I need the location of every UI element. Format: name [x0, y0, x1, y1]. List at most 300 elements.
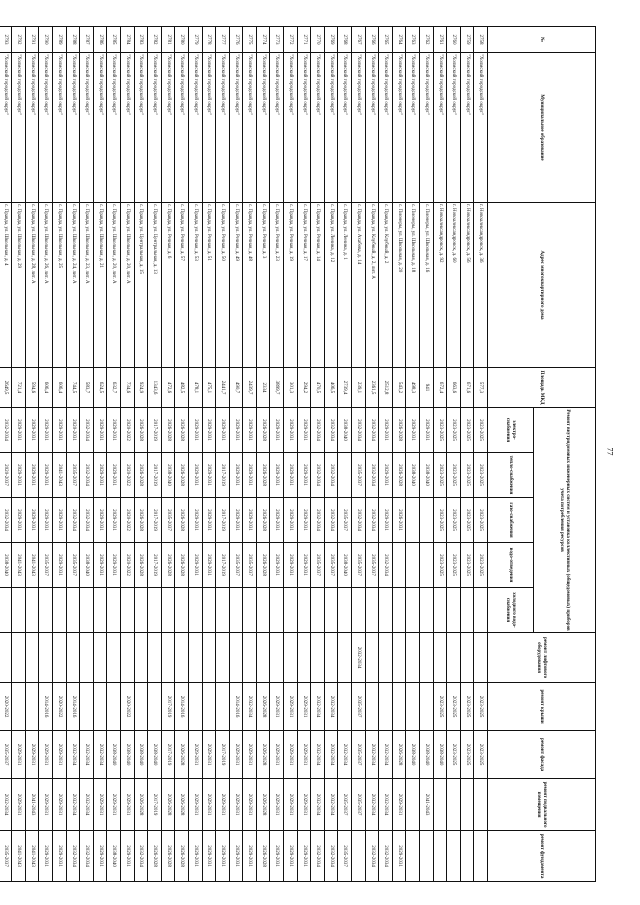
gas-cell: 2029-2031	[53, 498, 67, 543]
gas-cell: 2023-2025	[433, 498, 447, 543]
area-cell: 2649,5	[0, 368, 12, 408]
basement-cell: 2035-2037	[338, 779, 352, 831]
heating-cell: 2029-2031	[284, 453, 298, 498]
foundation-cell: 2029-2031	[229, 831, 243, 882]
header-cold-water: холодного водо-снабжения	[488, 588, 534, 633]
drainage-cell: 2029-2031	[188, 543, 202, 588]
foundation-cell: 2029-2031	[188, 831, 202, 882]
municipality-cell: "Холмский городской округ"	[0, 53, 12, 203]
electricity-cell: 2026-2028	[392, 408, 406, 453]
facade-cell: 2029-2031	[202, 731, 216, 779]
gas-cell: 2032-2034	[80, 498, 94, 543]
municipality-cell: "Холмский городской округ"	[93, 53, 107, 203]
gas-cell: 2032-2034	[311, 498, 325, 543]
gas-cell: 2029-2031	[243, 498, 257, 543]
gas-cell: 2026-2028	[175, 498, 189, 543]
elevator-cell	[433, 633, 447, 683]
table-row	[284, 27, 298, 882]
foundation-cell: 2029-2031	[284, 831, 298, 882]
address-cell: с. Пионеры, ул. Школьная, д. 18	[406, 203, 420, 368]
address-cell: с. Правда, ул. Клубный, д. 2, лит. А	[365, 203, 379, 368]
municipality-cell: "Холмский городской округ"	[202, 53, 216, 203]
cold-water-cell	[107, 588, 121, 633]
municipality-cell: "Холмский городской округ"	[324, 53, 338, 203]
table-row	[202, 27, 216, 882]
row-number: 2772	[284, 27, 298, 53]
area-cell: 475,1	[202, 368, 216, 408]
facade-cell: 2023-2025	[447, 731, 461, 779]
basement-cell: 2029-2031	[107, 779, 121, 831]
electricity-cell: 2029-2031	[216, 408, 230, 453]
municipality-cell: "Холмский городской округ"	[53, 53, 67, 203]
header-facade: ремонт фасада	[488, 731, 596, 779]
row-number: 2761	[433, 27, 447, 53]
roof-cell: 2020-2022	[120, 683, 134, 731]
basement-cell: 2032-2034	[80, 779, 94, 831]
cold-water-cell	[134, 588, 148, 633]
foundation-cell: 2041-2043	[25, 831, 39, 882]
drainage-cell: 2041-2043	[25, 543, 39, 588]
elevator-cell	[297, 633, 311, 683]
repair-schedule-table	[0, 26, 596, 882]
basement-cell: 2017-2019	[148, 779, 162, 831]
gas-cell: 2029-2031	[379, 498, 393, 543]
cold-water-cell	[161, 588, 175, 633]
electricity-cell: 2023-2025	[474, 408, 488, 453]
row-number: 2782	[148, 27, 162, 53]
cold-water-cell	[120, 588, 134, 633]
municipality-cell: "Холмский городской округ"	[216, 53, 230, 203]
heating-cell: 2029-2031	[39, 453, 53, 498]
heating-cell: 2023-2025	[447, 453, 461, 498]
drainage-cell: 2035-2037	[229, 543, 243, 588]
drainage-cell: 2035-2037	[39, 543, 53, 588]
area-cell: 472,6	[161, 368, 175, 408]
municipality-cell: "Холмский городской округ"	[39, 53, 53, 203]
address-cell: с. Правда, ул. Речная, д. 50	[216, 203, 230, 368]
row-number: 2773	[270, 27, 284, 53]
foundation-cell: 2032-2034	[379, 831, 393, 882]
gas-cell: 2029-2031	[270, 498, 284, 543]
roof-cell	[148, 683, 162, 731]
facade-cell: 2023-2025	[460, 731, 474, 779]
address-cell: с. Правда, ул. Ленина, д. 1	[338, 203, 352, 368]
drainage-cell: 2023-2025	[474, 543, 488, 588]
facade-cell: 2032-2034	[93, 731, 107, 779]
heating-cell: 2029-2031	[270, 453, 284, 498]
gas-cell: 2029-2031	[297, 498, 311, 543]
area-cell: 2739,4	[338, 368, 352, 408]
address-cell: с. Правда, ул. Речная, д. 51	[202, 203, 216, 368]
foundation-cell: 2029-2031	[270, 831, 284, 882]
drainage-cell: 2035-2037	[324, 543, 338, 588]
elevator-cell	[134, 633, 148, 683]
table-row	[25, 27, 39, 882]
gas-cell: 2029-2031	[93, 498, 107, 543]
electricity-cell: 2029-2031	[93, 408, 107, 453]
municipality-cell: "Холмский городской округ"	[365, 53, 379, 203]
cold-water-cell	[352, 588, 366, 633]
heating-cell: 2035-2037	[352, 453, 366, 498]
table-row	[433, 27, 447, 882]
row-number: 2793	[0, 27, 12, 53]
heating-cell: 2041-2043	[53, 453, 67, 498]
address-cell: с. Правда, ул. Речная, д. 57	[175, 203, 189, 368]
heating-cell: 2029-2031	[188, 453, 202, 498]
heating-cell: 2017-2019	[148, 453, 162, 498]
electricity-cell: 2029-2031	[229, 408, 243, 453]
header-drainage: водо-отведения	[488, 543, 534, 588]
drainage-cell: 2023-2025	[447, 543, 461, 588]
foundation-cell: 2038-2040	[107, 831, 121, 882]
foundation-cell	[474, 831, 488, 882]
elevator-cell	[53, 633, 67, 683]
municipality-cell: "Холмский городской округ"	[297, 53, 311, 203]
elevator-cell	[324, 633, 338, 683]
basement-cell: 2026-2028	[256, 779, 270, 831]
area-cell: 482,5	[175, 368, 189, 408]
elevator-cell	[107, 633, 121, 683]
row-number: 2770	[311, 27, 325, 53]
row-number: 2791	[25, 27, 39, 53]
foundation-cell	[433, 831, 447, 882]
heating-cell: 2029-2031	[243, 453, 257, 498]
elevator-cell	[0, 633, 12, 683]
cold-water-cell	[53, 588, 67, 633]
electricity-cell: 2029-2031	[284, 408, 298, 453]
electricity-cell: 2029-2031	[420, 408, 434, 453]
electricity-cell: 2029-2031	[243, 408, 257, 453]
address-cell: с. Правда, ул. Речная, д. 19	[284, 203, 298, 368]
area-cell: 632,7	[107, 368, 121, 408]
foundation-cell: 2035-2037	[338, 831, 352, 882]
area-cell: 490,7	[229, 368, 243, 408]
facade-cell: 2029-2031	[229, 731, 243, 779]
area-cell: 2361,5	[365, 368, 379, 408]
municipality-cell: "Холмский городской округ"	[474, 53, 488, 203]
area-cell: 624,5	[93, 368, 107, 408]
electricity-cell: 2029-2031	[12, 408, 26, 453]
facade-cell: 2029-2031	[270, 731, 284, 779]
basement-cell: 2029-2031	[202, 779, 216, 831]
facade-cell: 2029-2031	[188, 731, 202, 779]
cold-water-cell	[66, 588, 80, 633]
gas-cell: 2032-2034	[352, 498, 366, 543]
cold-water-cell	[243, 588, 257, 633]
basement-cell: 2032-2034	[365, 779, 379, 831]
row-number: 2767	[352, 27, 366, 53]
drainage-cell: 2035-2037	[365, 543, 379, 588]
gas-cell: 2017-2019	[216, 498, 230, 543]
drainage-cell: 2017-2019	[216, 543, 230, 588]
elevator-cell	[161, 633, 175, 683]
facade-cell: 2038-2040	[134, 731, 148, 779]
table-body	[0, 27, 488, 882]
elevator-cell	[420, 633, 434, 683]
facade-cell: 2029-2031	[25, 731, 39, 779]
municipality-cell: "Холмский городской округ"	[188, 53, 202, 203]
address-cell: с. Правда, ул. Центральная, д. 15	[134, 203, 148, 368]
roof-cell	[107, 683, 121, 731]
heating-cell: 2038-2040	[406, 453, 420, 498]
header-heating: тепло-снабжения	[488, 453, 534, 498]
cold-water-cell	[229, 588, 243, 633]
municipality-cell: "Холмский городской округ"	[460, 53, 474, 203]
row-number: 2778	[202, 27, 216, 53]
table-row	[66, 27, 80, 882]
gas-cell	[420, 498, 434, 543]
roof-cell: 2032-2034	[243, 683, 257, 731]
area-cell: 583,7	[80, 368, 94, 408]
drainage-cell: 2035-2037	[66, 543, 80, 588]
elevator-cell	[243, 633, 257, 683]
heating-cell: 2032-2034	[311, 453, 325, 498]
area-cell: 543,2	[392, 368, 406, 408]
facade-cell: 2029-2031	[39, 731, 53, 779]
heating-cell: 2032-2034	[80, 453, 94, 498]
table-row	[270, 27, 284, 882]
table-row	[161, 27, 175, 882]
municipality-cell: "Холмский городской округ"	[392, 53, 406, 203]
area-cell: 2441,7	[216, 368, 230, 408]
cold-water-cell	[447, 588, 461, 633]
foundation-cell: 2029-2031	[202, 831, 216, 882]
area-cell: 924,9	[134, 368, 148, 408]
address-cell: с. Правда, ул. Речная, д. 48	[243, 203, 257, 368]
area-cell: 2512,8	[379, 368, 393, 408]
municipality-cell: "Холмский городской округ"	[406, 53, 420, 203]
drainage-cell: 2029-2031	[202, 543, 216, 588]
electricity-cell: 2032-2034	[311, 408, 325, 453]
address-cell: с. Пионеры, ул. Школьная, д. 20	[392, 203, 406, 368]
basement-cell: 2035-2037	[352, 779, 366, 831]
basement-cell: 2026-2028	[161, 779, 175, 831]
foundation-cell	[352, 831, 366, 882]
foundation-cell	[460, 831, 474, 882]
facade-cell: 2026-2028	[175, 731, 189, 779]
drainage-cell	[420, 543, 434, 588]
area-cell: 744,5	[66, 368, 80, 408]
area-cell: 577,3	[474, 368, 488, 408]
foundation-cell: 2041-2043	[12, 831, 26, 882]
facade-cell: 2038-2040	[433, 731, 447, 779]
gas-cell: 2026-2028	[134, 498, 148, 543]
gas-cell: 2032-2034	[365, 498, 379, 543]
foundation-cell	[420, 831, 434, 882]
roof-cell	[338, 683, 352, 731]
basement-cell: 2029-2031	[12, 779, 26, 831]
drainage-cell: 2041-2043	[12, 543, 26, 588]
row-number: 2790	[39, 27, 53, 53]
municipality-cell: "Холмский городской округ"	[80, 53, 94, 203]
foundation-cell: 2032-2034	[324, 831, 338, 882]
foundation-cell: 2026-2028	[256, 831, 270, 882]
header-num: №	[488, 27, 596, 53]
foundation-cell: 2032-2034	[134, 831, 148, 882]
elevator-cell	[284, 633, 298, 683]
heating-cell: 2026-2028	[134, 453, 148, 498]
basement-cell: 2041-2043	[25, 779, 39, 831]
area-cell: 606,4	[53, 368, 67, 408]
rotated-page	[2, 26, 596, 881]
municipality-cell: "Холмский городской округ"	[161, 53, 175, 203]
row-number: 2762	[420, 27, 434, 53]
row-number: 2764	[392, 27, 406, 53]
row-number: 2775	[243, 27, 257, 53]
facade-cell: 2032-2034	[379, 731, 393, 779]
facade-cell: 2032-2034	[80, 731, 94, 779]
heating-cell: 2017-2019	[216, 453, 230, 498]
cold-water-cell	[379, 588, 393, 633]
heating-cell: 2029-2031	[297, 453, 311, 498]
electricity-cell: 2017-2019	[148, 408, 162, 453]
municipality-cell: "Холмский городской округ"	[107, 53, 121, 203]
drainage-cell: 2020-2022	[120, 543, 134, 588]
row-number: 2779	[188, 27, 202, 53]
row-number: 2763	[406, 27, 420, 53]
municipality-cell: "Холмский городской округ"	[25, 53, 39, 203]
area-cell: 671,6	[460, 368, 474, 408]
drainage-cell: 2029-2031	[284, 543, 298, 588]
foundation-cell: 2026-2028	[161, 831, 175, 882]
area-cell: 3899,7	[270, 368, 284, 408]
drainage-cell: 2035-2037	[243, 543, 257, 588]
heating-cell: 2029-2031	[12, 453, 26, 498]
area-cell: 2439,7	[243, 368, 257, 408]
municipality-cell: "Холмский городской округ"	[66, 53, 80, 203]
basement-cell: 2026-2028	[175, 779, 189, 831]
electricity-cell: 2029-2031	[53, 408, 67, 453]
roof-cell	[392, 683, 406, 731]
address-cell: с. Правда, ул. Речная, д. 49	[229, 203, 243, 368]
table-row	[53, 27, 67, 882]
basement-cell: 2029-2031	[270, 779, 284, 831]
table-row	[324, 27, 338, 882]
elevator-cell	[447, 633, 461, 683]
roof-cell	[202, 683, 216, 731]
municipality-cell: "Холмский городской округ"	[12, 53, 26, 203]
municipality-cell: "Холмский городской округ"	[243, 53, 257, 203]
gas-cell: 2035-2037	[338, 498, 352, 543]
table-row	[134, 27, 148, 882]
table-row	[0, 27, 12, 882]
electricity-cell: 2023-2025	[460, 408, 474, 453]
gas-cell: 2029-2031	[202, 498, 216, 543]
page-number: 77	[605, 447, 615, 456]
gas-cell: 2029-2031	[229, 498, 243, 543]
electricity-cell: 2026-2028	[256, 408, 270, 453]
roof-cell: 2014-2016	[175, 683, 189, 731]
roof-cell: 2020-2022	[53, 683, 67, 731]
cold-water-cell	[297, 588, 311, 633]
cold-water-cell	[25, 588, 39, 633]
basement-cell: 2029-2031	[39, 779, 53, 831]
heating-cell: 2023-2025	[474, 453, 488, 498]
gas-cell: 2029-2031	[107, 498, 121, 543]
table-row	[80, 27, 94, 882]
elevator-cell	[93, 633, 107, 683]
row-number: 2768	[338, 27, 352, 53]
row-number: 2787	[80, 27, 94, 53]
header-roof: ремонт крыши	[488, 683, 596, 731]
roof-cell	[379, 683, 393, 731]
elevator-cell	[148, 633, 162, 683]
foundation-cell: 2029-2031	[392, 831, 406, 882]
cold-water-cell	[0, 588, 12, 633]
row-number: 2777	[216, 27, 230, 53]
area-cell: 721,4	[12, 368, 26, 408]
cold-water-cell	[93, 588, 107, 633]
facade-cell: 2038-2040	[107, 731, 121, 779]
heating-cell: 2038-2040	[161, 453, 175, 498]
basement-cell	[433, 779, 447, 831]
drainage-cell: 2035-2037	[311, 543, 325, 588]
address-cell: с. Правда, ул. Речная, д. 23	[270, 203, 284, 368]
gas-cell: 2026-2031	[392, 498, 406, 543]
cold-water-cell	[460, 588, 474, 633]
rotated-table-container	[2, 26, 596, 881]
row-number: 2769	[324, 27, 338, 53]
facade-cell: 2029-2031	[297, 731, 311, 779]
gas-cell: 2023-2025	[474, 498, 488, 543]
foundation-cell: 2032-2034	[80, 831, 94, 882]
area-cell: 498,3	[406, 368, 420, 408]
address-cell: с. Правда, ул. Ленина, д. 12	[324, 203, 338, 368]
address-cell: с. Пионеры, ул. Школьная, д. 16	[420, 203, 434, 368]
basement-cell: 2032-2034	[311, 779, 325, 831]
roof-cell: 2029-2031	[297, 683, 311, 731]
row-number: 2776	[229, 27, 243, 53]
address-cell: с. Правда, ул. Школьная, д. 28, лит. А	[25, 203, 39, 368]
roof-cell	[406, 683, 420, 731]
heating-cell: 2020-2022	[120, 453, 134, 498]
facade-cell: 2032-2034	[338, 731, 352, 779]
municipality-cell: "Холмский городской округ"	[256, 53, 270, 203]
area-cell: 672,4	[433, 368, 447, 408]
elevator-cell	[406, 633, 420, 683]
roof-cell	[216, 683, 230, 731]
row-number: 2780	[175, 27, 189, 53]
drainage-cell: 2029-2031	[297, 543, 311, 588]
address-cell: с. Правда, ул. Школьная, д. 20, лит. А	[120, 203, 134, 368]
address-cell: г. Новоалександровск, д. 92	[433, 203, 447, 368]
gas-cell: 2029-2031	[25, 498, 39, 543]
header-address: Адрес многоквартирного дома	[488, 203, 596, 368]
gas-cell: 2035-2037	[161, 498, 175, 543]
municipality-cell: "Холмский городской округ"	[120, 53, 134, 203]
table-row	[175, 27, 189, 882]
electricity-cell: 2029-2031	[379, 408, 393, 453]
cold-water-cell	[284, 588, 298, 633]
basement-cell: 2029-2031	[120, 779, 134, 831]
cold-water-cell	[311, 588, 325, 633]
electricity-cell: 2026-2028	[175, 408, 189, 453]
cold-water-cell	[80, 588, 94, 633]
electricity-cell: 2029-2031	[188, 408, 202, 453]
municipality-cell: "Холмский городской округ"	[433, 53, 447, 203]
table-row	[352, 27, 366, 882]
area-cell: 2334	[256, 368, 270, 408]
address-cell: с. Правда, ул. Клубный, д. 2	[379, 203, 393, 368]
table-row	[338, 27, 352, 882]
elevator-cell	[39, 633, 53, 683]
header-basement: ремонт подвального помещения	[488, 779, 596, 831]
electricity-cell: 2029-2031	[25, 408, 39, 453]
row-number: 2774	[256, 27, 270, 53]
basement-cell	[474, 779, 488, 831]
heating-cell: 2038-2040	[420, 453, 434, 498]
table-row	[216, 27, 230, 882]
